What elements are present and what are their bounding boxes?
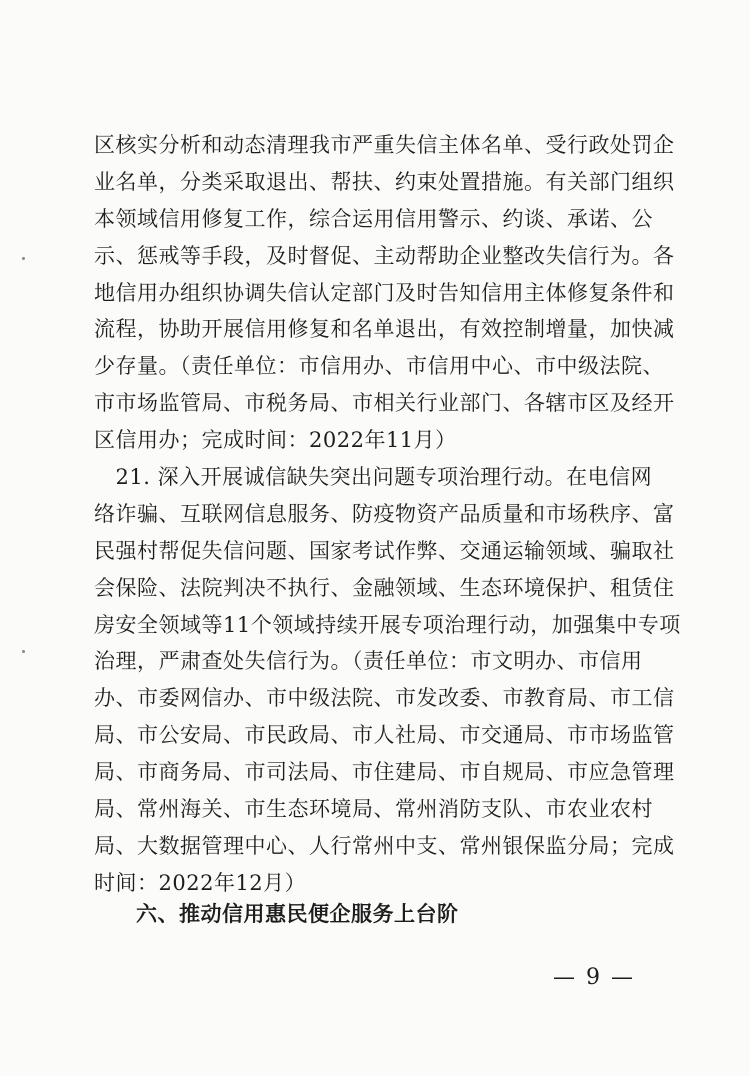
text-line: 民强村帮促失信问题、国家考试作弊、交通运输领域、骗取社 [94, 538, 675, 563]
text-line: 局、市商务局、市司法局、市住建局、市自规局、市应急管理 [94, 760, 675, 785]
text-line: 办、市委网信办、市中级法院、市发改委、市教育局、市工信 [94, 686, 675, 711]
text-line: 局、常州海关、市生态环境局、常州消防支队、市农业农村 [94, 797, 653, 822]
section-heading: 六、推动信用惠民便企服务上台阶 [136, 902, 459, 926]
text-line: 络诈骗、互联网信息服务、防疫物资产品质量和市场秩序、富 [94, 501, 675, 526]
text-line: 流程，协助开展信用修复和名单退出，有效控制增量，加快减 [94, 317, 675, 342]
text-line: 区核实分析和动态清理我市严重失信主体名单、受行政处罚企 [94, 133, 675, 157]
item-21-start-line: 21. 深入开展诚信缺失突出问题专项治理行动。在电信网 [94, 465, 653, 490]
scan-dot-lower [22, 650, 25, 653]
text-line: 业名单，分类采取退出、帮扶、约束处置措施。有关部门组织 [94, 169, 675, 194]
text-line: 会保险、法院判决不执行、金融领域、生态环境保护、租赁住 [94, 575, 675, 600]
scan-dot-upper [22, 257, 25, 260]
text-line: 局、市公安局、市民政局、市人社局、市交通局、市市场监管 [94, 723, 675, 748]
text-line: 治理，严肃查处失信行为。（责任单位：市文明办、市信用 [94, 649, 643, 674]
text-line: 局、大数据管理中心、人行常州中支、常州银保监分局；完成 [94, 833, 675, 858]
page-number: — 9 — [553, 965, 635, 990]
text-line: 时间：2022年12月） [94, 870, 307, 895]
text-line: 地信用办组织协调失信认定部门及时告知信用主体修复条件和 [94, 280, 675, 305]
text-line: 本领域信用修复工作，综合运用信用警示、约谈、承诺、公 [94, 206, 653, 231]
text-line: 区信用办；完成时间：2022年11月） [94, 428, 457, 453]
body-text [94, 127, 681, 902]
text-line: 房安全领域等11个领域持续开展专项治理行动，加强集中专项 [94, 612, 681, 637]
text-line: 示、惩戒等手段，及时督促、主动帮助企业整改失信行为。各 [94, 243, 675, 268]
text-line: 少存量。（责任单位：市信用办、市信用中心、市中级法院、 [94, 354, 664, 379]
text-line: 市市场监管局、市税务局、市相关行业部门、各辖市区及经开 [94, 391, 675, 416]
